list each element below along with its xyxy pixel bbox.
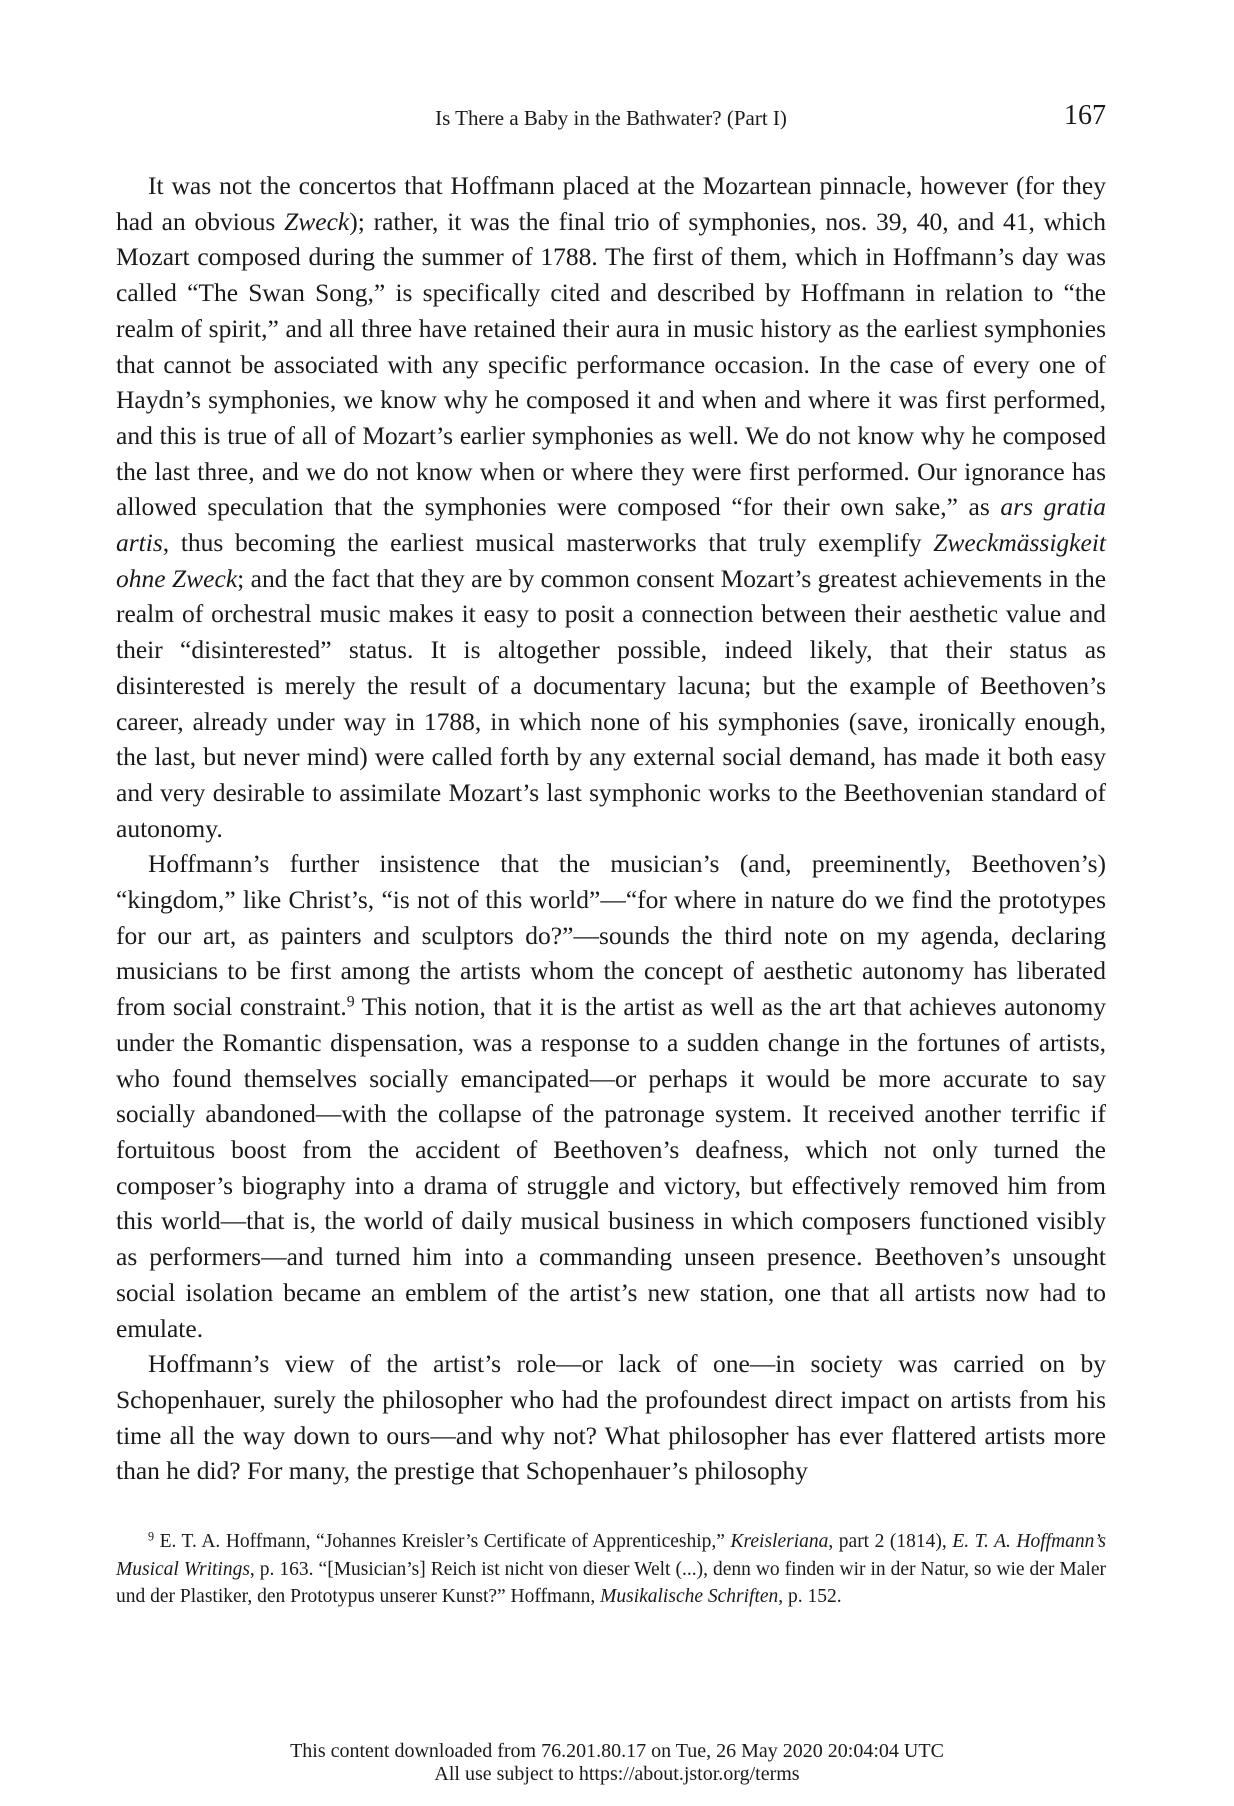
text-run: , p. 163. “[Musician’s] Reich ist nicht von dieser Welt (...), denn wo finden wir in der Natur, so wie der Maler und der Plastiker, den Prototypus unserer Kunst?” Hoffmann, bbox=[116, 1558, 1106, 1607]
footnote-marker: 9 bbox=[346, 993, 355, 1011]
download-notice: This content downloaded from 76.201.80.17 on Tue, 26 May 2020 20:04:04 UTC bbox=[290, 1740, 944, 1762]
paragraph bbox=[116, 168, 1106, 846]
footnote bbox=[116, 1528, 1106, 1611]
italic-text: Musikalische Schriften bbox=[600, 1586, 779, 1607]
text-run: Hoffmann’s view of the artist’s role—or lack of one—in society was carried on by Schopenhauer, surely the philosopher who had the profoundest direct impact on artists from his time all the way down to ours—and why not? What philosopher has ever flattered artists more than he did? For many, the prestige that Schopenhauer’s philosophy bbox=[116, 1349, 1106, 1486]
jstor-footer bbox=[0, 1740, 1234, 1786]
running-head bbox=[116, 100, 1106, 140]
italic-text: Kreisleriana bbox=[730, 1531, 829, 1552]
paragraph bbox=[116, 846, 1106, 1346]
italic-text: E. T. A. Hoffmann’s Musical Writings bbox=[116, 1531, 1106, 1580]
text-run: , thus becoming the earliest musical masterworks that truly exemplify bbox=[162, 528, 934, 558]
text-run: ; and the fact that they are by common consent Mozart’s greatest achievements in the realm of orchestral music makes it easy to posit a connection between their aesthetic value and their “disinterested” status. It is altogether possible, indeed likely, that their status as disinterested is merely the result of a documentary lacuna; but the example of Beethoven’s career, already under way in 1788, in which none of his symphonies (save, ironically enough, the last, but never mind) were called forth by any external social demand, has made it both easy and very desirable to assimilate Mozart’s last symphonic works to the Beethovenian standard of autonomy. bbox=[116, 563, 1107, 843]
footnote-marker: 9 bbox=[148, 1529, 155, 1544]
text-run: E. T. A. Hoffmann, “Johannes Kreisler’s Certificate of Apprenticeship,” bbox=[154, 1531, 731, 1552]
text-run: ); rather, it was the final trio of symphonies, nos. 39, 40, and 41, which Mozart composed during the summer of 1788. The first of them, which in Hoffmann’s day was called “The Swan Song,” is specifically cited and described by Hoffmann in relation to “the realm of spirit,” and all three have retained their aura in music history as the earliest symphonies that cannot be associated with any specific performance occasion. In the case of every one of Haydn’s symphonies, we know why he composed it and when and where it was first performed, and this is true of all of Mozart’s earlier symphonies as well. We do not know why he composed the last three, and we do not know when or where they were first performed. Our ignorance has allowed speculation that the symphonies were composed “for their own sake,” as bbox=[116, 206, 1106, 522]
body-text bbox=[116, 168, 1106, 1489]
italic-text: Zweck bbox=[284, 206, 350, 236]
page-number: 167 bbox=[1064, 100, 1106, 131]
text-run: Hoffmann’s further insistence that the musician’s (and, preeminently, Beethoven’s) “kingdom,” like Christ’s, “is not of this world”—“for where in nature do we find the prototypes for our art, as painters and sculptors do?”—sounds the third note on my agenda, declaring musicians to be first among the artists whom the concept of aesthetic autonomy has liberated from social constraint. bbox=[116, 849, 1106, 1022]
text-run: It was not the concertos that Hoffmann placed at the Mozartean pinnacle, however (for they had an obvious bbox=[116, 171, 1106, 236]
running-title: Is There a Baby in the Bathwater? (Part I) bbox=[435, 106, 787, 130]
text-run: , p. 152. bbox=[778, 1586, 842, 1607]
footnotes bbox=[116, 1528, 1106, 1611]
paragraph bbox=[116, 1346, 1106, 1489]
italic-text: Zweckmässigkeit ohne Zweck bbox=[116, 528, 1106, 593]
text-run: This notion, that it is the artist as well as the art that achieves autonomy under the Romantic dispensation, was a response to a sudden change in the fortunes of artists, who found themselves socially emancipated—or perhaps it would be more accurate to say socially abandoned—with the collapse of the patronage system. It received another terrific if fortuitous boost from the accident of Beethoven’s deafness, which not only turned the composer’s biography into a drama of struggle and victory, but effectively removed him from this world—that is, the world of daily musical business in which composers functioned visibly as performers—and turned him into a commanding unseen presence. Beethoven’s unsought social isolation became an emblem of the artist’s new station, one that all artists now had to emulate. bbox=[116, 992, 1106, 1343]
text-run: , part 2 (1814), bbox=[828, 1531, 953, 1552]
terms-notice: All use subject to https://about.jstor.org/terms bbox=[434, 1763, 800, 1785]
italic-text: ars gratia artis bbox=[116, 492, 1106, 558]
